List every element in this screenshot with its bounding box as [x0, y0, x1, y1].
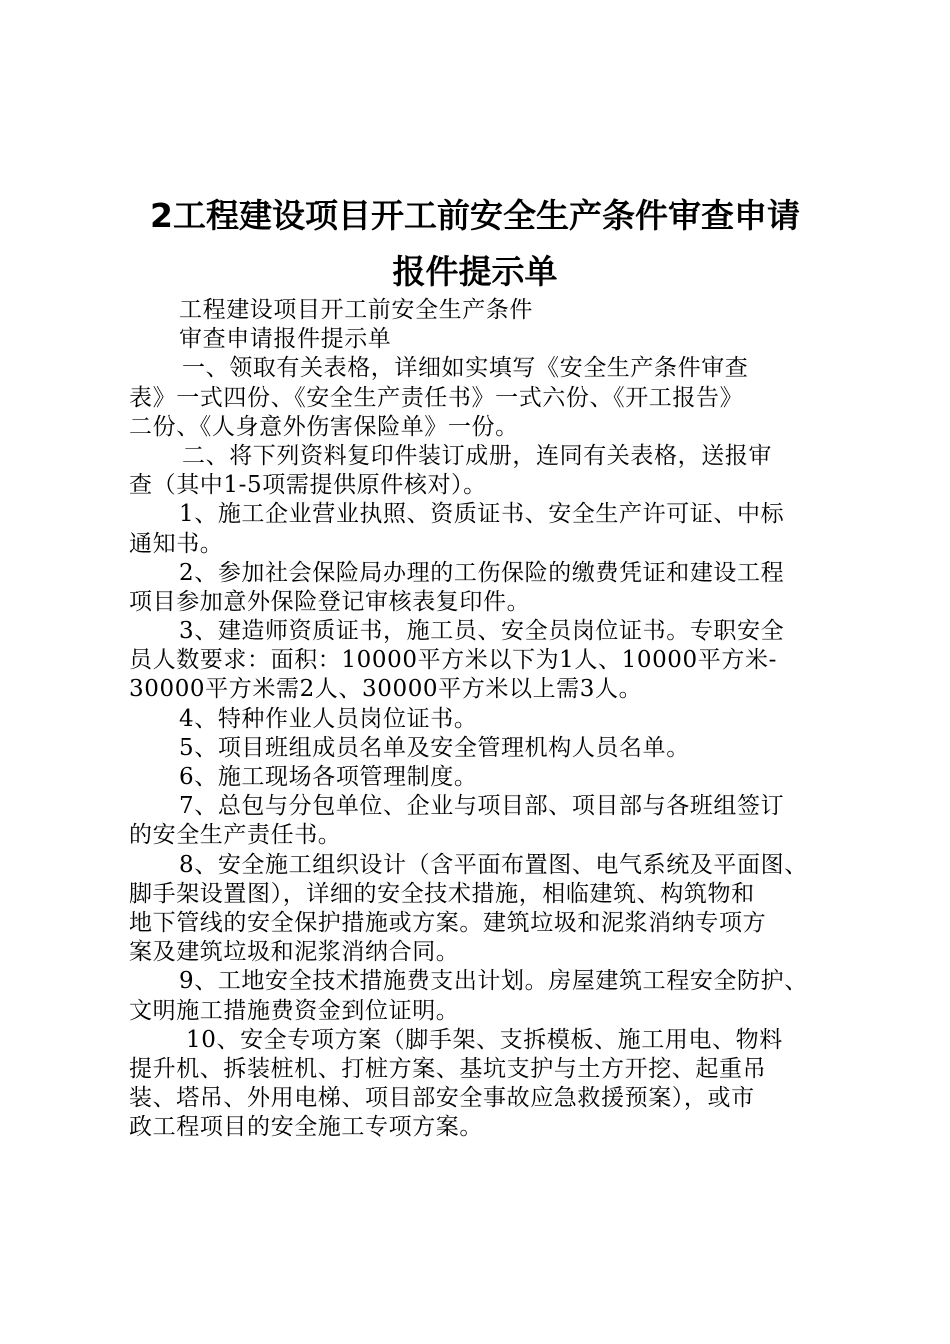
document-title-line-2: 报件提示单 — [392, 252, 558, 291]
subtitle-line-2: 审查申请报件提示单 — [179, 326, 392, 353]
document-body — [129, 296, 834, 1142]
list-item-line: 9、工地安全技术措施费支出计划。房屋建筑工程安全防护、 — [179, 968, 808, 995]
list-item-line: 的安全生产责任书。 — [129, 822, 342, 849]
list-item-line: 提升机、拆装桩机、打桩方案、基坑支护与土方开挖、起重吊 — [129, 1055, 767, 1082]
list-item-line: 装、塔吊、外用电梯、项目部安全事故应急救援预案），或市 — [129, 1085, 755, 1112]
list-item-line: 2、参加社会保险局办理的工伤保险的缴费凭证和建设工程 — [179, 559, 785, 586]
list-item-line: 地下管线的安全保护措施或方案。建筑垃圾和泥浆消纳专项方 — [129, 909, 767, 936]
list-item-line: 员人数要求：面积：10000平方米以下为1人、10000平方米- — [129, 647, 777, 674]
paragraph-line: 查（其中1-5项需提供原件核对）。 — [129, 472, 487, 499]
list-item-line: 5、项目班组成员名单及安全管理机构人员名单。 — [179, 734, 690, 761]
list-item-line: 案及建筑垃圾和泥浆消纳合同。 — [129, 939, 460, 966]
paragraph-line: 二份、《人身意外伤害保险单》一份。 — [129, 413, 519, 440]
paragraph-line: 一、领取有关表格，详细如实填写《安全生产条件审查 — [182, 355, 749, 382]
list-item-line: 脚手架设置图），详细的安全技术措施，相临建筑、构筑物和 — [129, 880, 755, 907]
paragraph-line: 表》一式四份、《安全生产责任书》一式六份、《开工报告》 — [129, 384, 744, 411]
list-item-line: 1、施工企业营业执照、资质证书、安全生产许可证、中标 — [179, 501, 785, 528]
list-item-line: 6、施工现场各项管理制度。 — [179, 764, 478, 790]
list-item-line: 文明施工措施费资金到位证明。 — [129, 997, 460, 1024]
list-item-line: 3、建造师资质证书，施工员、安全员岗位证书。专职安全 — [179, 618, 785, 645]
list-item-line: 10、安全专项方案（脚手架、支拆模板、施工用电、物料 — [186, 1026, 783, 1053]
list-item-line: 项目参加意外保险登记审核表复印件。 — [129, 588, 531, 615]
subtitle-line-1: 工程建设项目开工前安全生产条件 — [179, 297, 533, 323]
list-item-line: 30000平方米需2人、30000平方米以上需3人。 — [129, 676, 643, 703]
document-title-line-1: 2工程建设项目开工前安全生产条件审查申请 — [150, 196, 800, 235]
paragraph-line: 二、将下列资料复印件装订成册，连同有关表格，送报审 — [182, 442, 772, 469]
list-item-line: 通知书。 — [129, 530, 224, 557]
list-item-line: 7、总包与分包单位、企业与项目部、项目部与各班组签订 — [179, 793, 785, 820]
list-item-line: 4、特种作业人员岗位证书。 — [179, 705, 478, 732]
list-item-line: 8、安全施工组织设计（含平面布置图、电气系统及平面图、 — [179, 851, 808, 878]
list-item-line: 政工程项目的安全施工专项方案。 — [129, 1114, 483, 1141]
